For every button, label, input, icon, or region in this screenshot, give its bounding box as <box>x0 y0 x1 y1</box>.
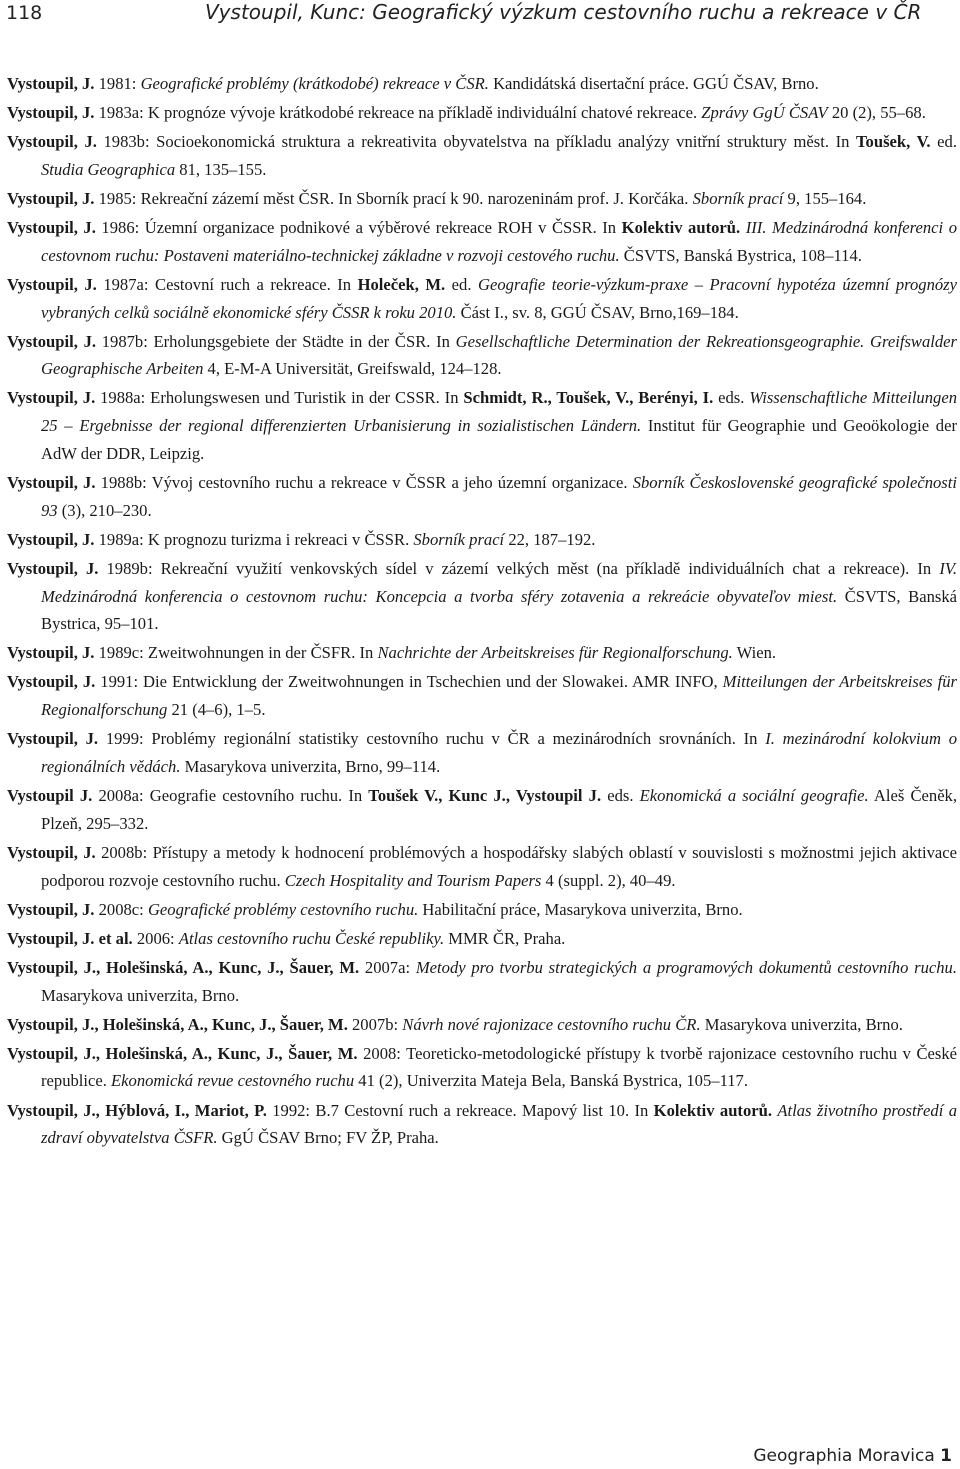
reference-entry <box>7 1040 957 1095</box>
reference-title: Atlas cestovního ruchu České republiky. <box>178 928 445 948</box>
reference-entry <box>7 954 957 1009</box>
reference-title: Nachrichte der Arbeitskreises für Regionalforschung. <box>377 643 733 663</box>
reference-title: Zprávy GgÚ ČSAV <box>701 103 828 123</box>
reference-entry <box>7 555 957 638</box>
reference-entry <box>7 271 957 326</box>
reference-text: 1989b: Rekreační využití venkovských sídel v zázemí velkých měst (na příkladě individuálních chat a rekreace). In <box>98 558 940 578</box>
reference-text: Masarykova univerzita, Brno. <box>700 1014 903 1034</box>
reference-text: 21 (4–6), 1–5. <box>167 700 266 720</box>
reference-title: I. mezinárodní kolokvium o regionálních vědách. <box>41 729 957 776</box>
reference-author: Vystoupil, J. <box>7 103 95 123</box>
reference-author: Vystoupil, J., Holešinská, A., Kunc, J., Šauer, M. <box>7 1014 348 1034</box>
reference-text: 1989c: Zweitwohnungen in der ČSFR. In <box>94 643 378 663</box>
reference-text: 1999: Problémy regionální statistiky cestovního ruchu v ČR a mezinárodních srovnáních. In <box>98 729 766 749</box>
reference-list <box>7 70 957 1153</box>
reference-text: 1988b: Vývoj cestovního ruchu a rekreace v ČSSR a jeho územní organizace. <box>95 472 633 492</box>
reference-entry <box>7 668 957 723</box>
reference-text: 1988a: Erholungswesen und Turistik in der CSSR. In <box>95 388 464 408</box>
reference-author: Vystoupil, J. <box>7 188 95 208</box>
reference-title: Mitteilungen der Arbeitskreises für Regionalforschung <box>41 672 957 720</box>
reference-entry <box>7 469 957 524</box>
reference-author: Kolektiv autorů. <box>653 1100 772 1120</box>
reference-text: 1992: B.7 Cestovní ruch a rekreace. Mapový list 10. In <box>266 1100 654 1120</box>
reference-author: Vystoupil, J. <box>7 643 95 663</box>
reference-entry <box>7 384 957 467</box>
reference-text: 1987a: Cestovní ruch a rekreace. In <box>96 274 358 294</box>
reference-text: 1981: <box>94 74 141 93</box>
reference-author: Vystoupil, J. <box>7 529 95 549</box>
reference-text: 2008b: Přístupy a metody k hodnocení problémových a hospodářsky slabých oblastí v souvislosti s možnostmi jejich aktivace podporou rozvoje cestovního ruchu. <box>41 842 957 890</box>
reference-text: 1986: Územní organizace podnikové a výběrové rekreace ROH v ČSSR. In <box>95 218 622 238</box>
reference-text: Masarykova univerzita, Brno, 99–114. <box>180 756 441 776</box>
reference-entry <box>7 925 957 953</box>
reference-author: Vystoupil, J., Holešinská, A., Kunc, J., Šauer, M. <box>7 1043 358 1063</box>
reference-text: 1985: Rekreační zázemí měst ČSR. In Sborník prací k 90. narozeninám prof. J. Korčáka. <box>94 188 693 208</box>
reference-entry <box>7 1097 957 1152</box>
reference-text: 9, 155–164. <box>783 188 867 208</box>
reference-author: Holeček, M. <box>357 274 446 294</box>
page-footer <box>753 1446 952 1466</box>
reference-title: Sborník prací <box>413 529 505 549</box>
reference-author: Vystoupil, J. <box>7 274 97 294</box>
reference-entry <box>7 128 957 183</box>
reference-title: Atlas životního prostředí a zdraví obyvatelstva ČSFR. <box>41 1100 957 1148</box>
reference-author: Vystoupil J. <box>7 786 93 806</box>
reference-title: Ekonomická a sociální geografie. <box>639 786 869 806</box>
reference-author: Vystoupil, J. <box>7 729 99 749</box>
reference-entry <box>7 839 957 894</box>
reference-text: Část I., sv. 8, GGÚ ČSAV, Brno,169–184. <box>456 302 739 322</box>
reference-text: eds. <box>713 388 750 408</box>
reference-text: 2008: Teoreticko-metodologické přístupy k tvorbě rajonizace cestovního ruchu v České republice. <box>41 1043 958 1091</box>
reference-text: 2007a: <box>359 957 416 977</box>
reference-entry <box>7 1011 957 1039</box>
reference-text: 4, E-M-A Universität, Greifswald, 124–128. <box>203 359 502 379</box>
reference-entry <box>7 214 957 269</box>
reference-text: 20 (2), 55–68. <box>827 103 926 123</box>
reference-title: Studia Geographica <box>41 159 176 179</box>
reference-entry <box>7 896 957 924</box>
reference-text: 1987b: Erholungsgebiete der Städte in der ČSR. In <box>96 331 456 351</box>
reference-text: 2008a: Geografie cestovního ruchu. In <box>92 786 369 806</box>
reference-text: ČSVTS, Banská Bystrica, 108–114. <box>619 245 862 265</box>
reference-text: MMR ČR, Praha. <box>444 928 566 948</box>
reference-author: Vystoupil, J. <box>7 388 96 408</box>
reference-text: 1983a: K prognóze vývoje krátkodobé rekreace na příkladě individuální chatové rekreace. <box>94 103 702 123</box>
reference-text: 2006: <box>132 928 179 948</box>
reference-text: Aleš Čeněk, Plzeň, 295–332. <box>41 786 958 833</box>
reference-title: Sborník prací <box>692 188 784 208</box>
reference-title: IV. Medzinárodná konferencia o cestovnom ruchu: Koncepcia a tvorba sféry zotavenia a rekreácie obyvateľov miest. <box>41 558 957 606</box>
reference-title: Geografické problémy cestovního ruchu. <box>147 899 419 919</box>
reference-author: Vystoupil, J. <box>7 899 95 919</box>
reference-title: Geografie teorie-výzkum-praxe – Pracovní hypotéza územní prognózy vybraných celků sociálně ekonomické sféry ČSSR k roku 2010. <box>41 274 957 322</box>
reference-entry <box>7 328 957 383</box>
page-header <box>0 0 960 32</box>
reference-text: Masarykova univerzita, Brno. <box>41 985 240 1005</box>
reference-text: 81, 135–155. <box>175 159 267 179</box>
reference-author: Toušek V., Kunc J., Vystoupil J. <box>368 786 602 806</box>
reference-author: Vystoupil, J., Hýblová, I., Mariot, P. <box>7 1100 267 1120</box>
reference-text: 2007b: <box>347 1014 403 1034</box>
reference-title: Ekonomická revue cestovného ruchu <box>111 1071 355 1091</box>
reference-author: Vystoupil, J. <box>7 74 95 93</box>
reference-text: 1983b: Socioekonomická struktura a rekreativita obyvatelstva na příkladu analýzy vnitřní struktury měst. In <box>96 132 857 152</box>
reference-text: GgÚ ČSAV Brno; FV ŽP, Praha. <box>217 1128 439 1148</box>
reference-text: 22, 187–192. <box>504 529 596 549</box>
journal-name: Geographia Moravica <box>753 1446 935 1466</box>
reference-title: Wissenschaftliche Mitteilungen 25 – Ergebnisse der regional differenzierten Urbanisierung in sozialistischen Ländern. <box>41 388 957 436</box>
reference-title: Sborník Československé geografické společnosti 93 <box>41 472 957 520</box>
page-number: 118 <box>6 2 43 24</box>
reference-text: ČSVTS, Banská Bystrica, 95–101. <box>41 586 957 634</box>
reference-text: (3), 210–230. <box>57 500 152 520</box>
reference-author: Vystoupil, J. <box>7 842 96 862</box>
reference-title: Metody pro tvorbu strategických a programových dokumentů cestovního ruchu. <box>415 957 957 977</box>
reference-author: Schmidt, R., Toušek, V., Berényi, I. <box>463 388 714 408</box>
reference-entry <box>7 70 957 98</box>
reference-title: Geografické problémy (krátkodobé) rekreace v ČSR. <box>140 74 489 93</box>
reference-entry <box>7 185 957 213</box>
reference-entry <box>7 782 957 837</box>
reference-text: 41 (2), Univerzita Mateja Bela, Banská Bystrica, 105–117. <box>354 1071 748 1091</box>
running-title: Vystoupil, Kunc: Geografický výzkum cestovního ruchu a rekreace v ČR <box>205 0 922 24</box>
reference-author: Vystoupil, J. et al. <box>7 928 133 948</box>
reference-text: eds. <box>601 786 640 806</box>
reference-text: 1989a: K prognozu turizma i rekreaci v ČSSR. <box>94 529 414 549</box>
reference-text: Kandidátská disertační práce. GGÚ ČSAV, Brno. <box>488 74 819 93</box>
reference-title: III. Medzinárodná konferenci o cestovnom ruchu: Postaveni materiálno-technickej základne v rozvoji cestového ruchu. <box>41 218 957 265</box>
reference-author: Toušek, V. <box>856 132 931 152</box>
reference-author: Kolektiv autorů. <box>621 218 741 238</box>
reference-author: Vystoupil, J. <box>7 672 96 692</box>
reference-author: Vystoupil, J. <box>7 132 97 152</box>
reference-entry <box>7 639 957 667</box>
reference-author: Vystoupil, J. <box>7 331 97 351</box>
reference-text: Wien. <box>732 643 777 663</box>
reference-entry <box>7 526 957 554</box>
reference-text: 1991: Die Entwicklung der Zweitwohnungen in Tschechien und der Slowakei. AMR INFO, <box>95 672 723 692</box>
reference-author: Vystoupil, J., Holešinská, A., Kunc, J., Šauer, M. <box>7 957 360 977</box>
reference-author: Vystoupil, J. <box>7 558 99 578</box>
reference-author: Vystoupil, J. <box>7 218 96 238</box>
reference-text: 4 (suppl. 2), 40–49. <box>541 870 676 890</box>
reference-text: Habilitační práce, Masarykova univerzita, Brno. <box>418 899 743 919</box>
reference-text: ed. <box>930 132 957 152</box>
reference-entry <box>7 99 957 127</box>
reference-title: Návrh nové rajonizace cestovního ruchu ČR. <box>402 1014 701 1034</box>
reference-entry <box>7 725 957 780</box>
reference-title: Gesellschaftliche Determination der Rekreationsgeographie. Greifswalder Geographische Arbeiten <box>41 331 957 379</box>
reference-title: Czech Hospitality and Tourism Papers <box>284 870 542 890</box>
reference-author: Vystoupil, J. <box>7 472 96 492</box>
journal-issue: 1 <box>940 1446 952 1466</box>
reference-text: 2008c: <box>94 899 148 919</box>
reference-text: ed. <box>445 274 479 294</box>
reference-text: Institut für Geographie und Geoökologie der AdW der DDR, Leipzig. <box>41 416 957 463</box>
